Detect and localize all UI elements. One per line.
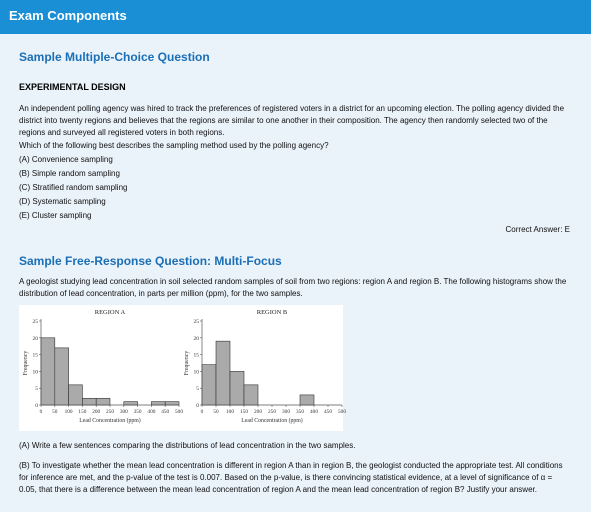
region-a-x-label: Lead Concentration (ppm) <box>79 418 141 424</box>
region-a-bar <box>55 348 69 405</box>
mc-option-d: (D) Systematic sampling <box>19 197 106 206</box>
mc-option-a: (A) Convenience sampling <box>19 155 113 164</box>
region-b-xtick-label: 150 <box>240 409 248 415</box>
region-a-ytick-label: 15 <box>32 352 38 359</box>
region-b-ytick-label: 15 <box>193 352 199 359</box>
region-b-xtick-label: 100 <box>226 409 234 415</box>
region-b-ytick-label: 20 <box>193 335 199 342</box>
region-a-xtick-label: 150 <box>78 409 87 415</box>
fr-part-a: (A) Write a few sentences comparing the distributions of lead concentration in the two samples. <box>19 441 356 450</box>
region-a-xtick-label: 250 <box>106 409 114 415</box>
region-b-xtick-label: 500 <box>338 409 346 415</box>
region-a-title: REGION A <box>94 309 126 316</box>
region-a-ytick-label: 0 <box>35 403 38 409</box>
region-a-xtick-label: 500 <box>175 409 183 415</box>
region-a-bar <box>124 402 138 405</box>
histograms-svg <box>19 305 346 431</box>
histogram-figure <box>19 305 346 431</box>
region-b-xtick-label: 300 <box>282 409 290 415</box>
region-b-y-label: Frequency <box>184 350 190 376</box>
region-a-xtick-label: 450 <box>161 409 170 415</box>
region-b-ytick-label: 25 <box>193 319 199 325</box>
region-a-xtick-label: 50 <box>52 409 58 415</box>
region-a-bar <box>151 402 165 405</box>
mc-question: Which of the following best describes the sampling method used by the polling agency? <box>19 141 329 150</box>
region-b-bar <box>202 365 216 405</box>
mc-option-c: (C) Stratified random sampling <box>19 183 128 192</box>
region-a-bar <box>165 402 179 405</box>
region-b-xtick-label: 250 <box>268 409 276 415</box>
region-b-ytick-label: 0 <box>196 403 199 409</box>
mc-heading: Sample Multiple-Choice Question <box>19 50 210 64</box>
region-a-xtick-label: 200 <box>92 409 101 415</box>
region-a-y-label: Frequency <box>23 350 29 376</box>
region-a-xtick-label: 0 <box>39 409 43 415</box>
region-b-bar <box>230 371 244 405</box>
region-a-ytick-label: 5 <box>35 386 38 393</box>
region-a-bar <box>96 398 110 405</box>
region-a-xtick-label: 300 <box>119 409 128 415</box>
mc-topic: EXPERIMENTAL DESIGN <box>19 82 126 92</box>
mc-option-b: (B) Simple random sampling <box>19 169 120 178</box>
region-a-bar <box>69 385 83 405</box>
region-b-xtick-label: 200 <box>254 409 262 415</box>
fr-part-b: (B) To investigate whether the mean lead concentration is different in region A than in region B, the geologist conducted the appropriate test. All conditions for inference are met, and the p-value of the test is 0.007. Based on the p-value, is there convincing statistical evidence, at a level of significance of α = 0.05, that there is a difference between the mean lead concentration of region A and the mean lead concentration of region B? Justify your answer. <box>19 461 563 494</box>
region-b-xtick-label: 0 <box>200 409 204 415</box>
region-b-bar <box>216 341 230 405</box>
region-a-xtick-label: 350 <box>133 409 142 415</box>
region-b-bar <box>244 385 258 405</box>
mc-stem: An independent polling agency was hired to track the preferences of registered voters in a district for an upcoming election. The polling agency divided the district into twenty regions and believes that the regions are similar to one another in their composition. The agency then randomly selected two of the regions and surveyed all registered voters in both regions. <box>19 104 565 137</box>
region-a-ytick-label: 10 <box>32 369 38 376</box>
region-b-ytick-label: 10 <box>193 369 199 376</box>
region-a-ytick-label: 20 <box>32 335 38 342</box>
region-a-ytick-label: 25 <box>32 319 38 325</box>
fr-intro: A geologist studying lead concentration in soil selected random samples of soil from two regions: region A and region B. The following histograms show the distribution of lead concentration, in parts per million (ppm), for the two samples. <box>19 277 567 298</box>
header-bar <box>0 0 591 34</box>
mc-correct-answer: Correct Answer: E <box>505 225 570 234</box>
fr-heading: Sample Free-Response Question: Multi-Focus <box>19 254 282 268</box>
header-title: Exam Components <box>9 8 127 23</box>
region-b-xtick-label: 50 <box>213 409 219 415</box>
region-b-title: REGION B <box>256 309 288 316</box>
region-b-xtick-label: 400 <box>310 409 318 415</box>
region-b-x-label: Lead Concentration (ppm) <box>241 418 303 424</box>
region-a-xtick-label: 100 <box>64 409 73 415</box>
region-b-xtick-label: 450 <box>324 409 332 415</box>
region-a-xtick-label: 400 <box>147 409 156 415</box>
region-a-bar <box>41 338 55 405</box>
region-b-xtick-label: 350 <box>296 409 304 415</box>
region-b-ytick-label: 5 <box>196 386 199 393</box>
region-b-bar <box>300 395 314 405</box>
mc-option-e: (E) Cluster sampling <box>19 211 92 220</box>
region-a-bar <box>82 398 96 405</box>
